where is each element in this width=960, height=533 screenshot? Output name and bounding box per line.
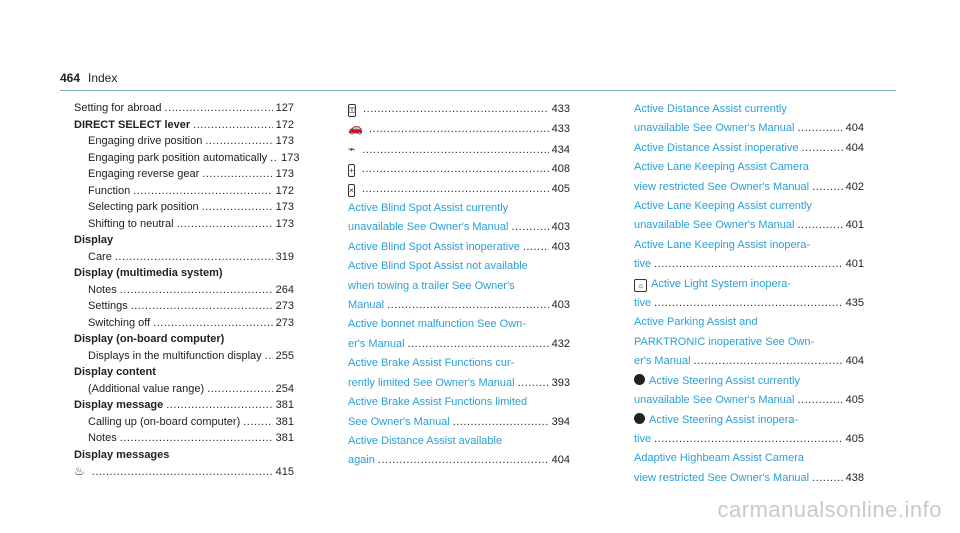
page-reference[interactable]: 434 bbox=[551, 143, 570, 156]
index-entry bbox=[634, 158, 864, 177]
index-entry[interactable] bbox=[74, 117, 294, 134]
index-entry[interactable] bbox=[634, 216, 864, 235]
steering-assist-icon bbox=[634, 374, 645, 385]
page-reference[interactable]: 401 bbox=[845, 219, 864, 232]
page-reference[interactable]: 404 bbox=[845, 122, 864, 135]
index-entry[interactable] bbox=[348, 413, 570, 432]
steering-off-icon: × bbox=[349, 185, 354, 195]
entry-text: view restricted See Owner's Manual bbox=[634, 471, 810, 484]
entry-text: Display bbox=[74, 234, 114, 246]
index-column-1 bbox=[74, 100, 300, 481]
page-reference[interactable]: 415 bbox=[275, 466, 294, 478]
car-side-icon: ⌁ bbox=[348, 141, 356, 156]
index-entry[interactable] bbox=[348, 374, 570, 393]
leader-dots bbox=[378, 451, 549, 470]
page-reference[interactable]: 402 bbox=[845, 180, 864, 193]
leader-dots bbox=[654, 430, 843, 449]
entry-text: Active Distance Assist inoperative bbox=[634, 141, 799, 154]
index-entry[interactable] bbox=[634, 255, 864, 274]
index-entry bbox=[348, 432, 570, 451]
leader-dots bbox=[453, 413, 549, 432]
leader-dots bbox=[797, 119, 842, 138]
leader-dots bbox=[153, 315, 272, 332]
leader-dots bbox=[243, 414, 272, 431]
battery-icon: + bbox=[349, 166, 354, 176]
index-entry[interactable] bbox=[74, 249, 294, 266]
entry-text: Active Brake Assist Functions limited bbox=[348, 396, 528, 409]
entry-text: PARKTRONIC inoperative See Own- bbox=[634, 335, 815, 348]
page-reference[interactable]: 403 bbox=[551, 299, 570, 312]
entry-text: Setting for abroad bbox=[74, 102, 162, 114]
page-reference[interactable]: 381 bbox=[275, 399, 294, 411]
page-reference[interactable]: 273 bbox=[275, 300, 294, 312]
entry-text: Displays in the multifunction display bbox=[88, 349, 262, 362]
index-entry bbox=[74, 364, 294, 381]
page-reference[interactable]: 173 bbox=[275, 201, 294, 213]
leader-dots bbox=[131, 298, 273, 315]
index-entry[interactable] bbox=[74, 315, 294, 332]
entry-text: Active Distance Assist available bbox=[348, 434, 503, 447]
entry-text: Active Brake Assist Functions cur- bbox=[348, 357, 515, 370]
entry-text: when towing a trailer See Owner's bbox=[348, 279, 515, 292]
leader-dots bbox=[511, 218, 548, 237]
entry-text: Active Blind Spot Assist inoperative bbox=[348, 240, 520, 253]
index-entry bbox=[634, 100, 864, 119]
entry-text: Active Light System inopera- bbox=[651, 277, 792, 290]
index-entry[interactable] bbox=[348, 160, 570, 179]
index-entry[interactable] bbox=[348, 335, 570, 354]
leader-dots bbox=[115, 249, 273, 266]
entry-text: (Additional value range) bbox=[88, 382, 205, 395]
leader-dots bbox=[205, 133, 272, 150]
page-reference[interactable]: 173 bbox=[275, 168, 294, 180]
page-reference[interactable]: 172 bbox=[275, 184, 294, 197]
index-entry bbox=[634, 313, 864, 332]
leader-dots bbox=[801, 139, 842, 158]
leader-dots bbox=[362, 141, 548, 160]
entry-text: again bbox=[348, 454, 375, 467]
index-entry[interactable] bbox=[348, 140, 570, 160]
entry-text: Active Blind Spot Assist currently bbox=[348, 202, 509, 215]
section-title: Index bbox=[88, 71, 118, 85]
page-reference[interactable]: 381 bbox=[275, 415, 294, 428]
page-reference[interactable]: 394 bbox=[551, 415, 570, 428]
leader-dots bbox=[387, 296, 549, 315]
light-system-icon: ☼ bbox=[634, 279, 647, 292]
page-reference[interactable]: 173 bbox=[281, 151, 300, 164]
leader-dots bbox=[193, 117, 273, 134]
key-icon: ⚿ bbox=[349, 106, 356, 115]
entry-text: Active Steering Assist currently bbox=[649, 374, 801, 387]
entry-text: unavailable See Owner's Manual bbox=[634, 394, 795, 407]
leader-dots bbox=[166, 397, 272, 414]
page-reference[interactable]: 254 bbox=[275, 382, 294, 395]
index-entry[interactable] bbox=[74, 397, 294, 414]
page-reference[interactable]: 435 bbox=[845, 297, 864, 310]
index-entry[interactable] bbox=[74, 298, 294, 315]
page-reference[interactable]: 401 bbox=[845, 258, 864, 271]
leader-dots bbox=[120, 282, 273, 299]
car-lift-icon: 🚗 bbox=[348, 121, 363, 136]
page-number: 464 bbox=[60, 71, 81, 85]
index-entry[interactable] bbox=[74, 199, 294, 216]
entry-text: tive bbox=[634, 258, 652, 271]
entry-text: Switching off bbox=[88, 316, 151, 329]
entry-text: unavailable See Owner's Manual bbox=[634, 122, 795, 135]
entry-text: Display messages bbox=[74, 448, 170, 461]
page-reference[interactable]: 173 bbox=[275, 135, 294, 147]
entry-text: Selecting park position bbox=[88, 201, 199, 213]
index-entry[interactable] bbox=[74, 430, 294, 447]
entry-text: er's Manual bbox=[634, 355, 691, 368]
entry-text: view restricted See Owner's Manual bbox=[634, 180, 810, 193]
index-entry[interactable] bbox=[348, 238, 570, 257]
page-reference[interactable]: 255 bbox=[275, 349, 294, 362]
steering-assist-icon bbox=[634, 413, 645, 424]
entry-text: Notes bbox=[88, 283, 117, 296]
page-reference[interactable]: 173 bbox=[275, 217, 294, 230]
entry-text: Active Parking Assist and bbox=[634, 316, 758, 329]
index-entry bbox=[348, 277, 570, 296]
entry-text: Shifting to neutral bbox=[88, 217, 174, 230]
entry-text: Adaptive Highbeam Assist Camera bbox=[634, 452, 804, 465]
index-entry bbox=[634, 197, 864, 216]
index-entry[interactable] bbox=[348, 451, 570, 470]
entry-text: Engaging reverse gear bbox=[88, 168, 200, 180]
entry-text: Function bbox=[88, 184, 131, 197]
entry-text: Display content bbox=[74, 366, 156, 378]
leader-dots bbox=[654, 294, 843, 313]
leader-dots bbox=[362, 160, 549, 179]
entry-text: rently limited See Owner's Manual bbox=[348, 376, 515, 389]
index-entry[interactable] bbox=[74, 100, 294, 117]
index-entry bbox=[348, 354, 570, 373]
page-reference[interactable]: 381 bbox=[275, 432, 294, 444]
index-entry[interactable] bbox=[634, 352, 864, 371]
index-entry[interactable] bbox=[634, 391, 864, 410]
index-entry[interactable] bbox=[348, 180, 570, 199]
page-reference[interactable]: 433 bbox=[551, 103, 570, 115]
entry-text: DIRECT SELECT lever bbox=[74, 118, 191, 131]
page-reference[interactable]: 404 bbox=[845, 355, 864, 368]
page-reference[interactable]: 432 bbox=[551, 337, 570, 350]
page-reference[interactable]: 404 bbox=[551, 454, 570, 467]
leader-dots bbox=[812, 178, 843, 197]
entry-text: Settings bbox=[88, 300, 128, 312]
index-entry bbox=[634, 449, 864, 468]
index-entry[interactable] bbox=[74, 150, 300, 167]
index-entry[interactable] bbox=[74, 282, 294, 299]
leader-dots bbox=[207, 381, 272, 398]
index-entry[interactable] bbox=[348, 119, 570, 139]
page-reference[interactable]: 393 bbox=[551, 376, 570, 389]
index-entry bbox=[74, 331, 294, 348]
leader-dots bbox=[164, 100, 272, 117]
entry-text: tive bbox=[634, 432, 652, 445]
page-reference[interactable]: 405 bbox=[551, 182, 570, 195]
page-reference[interactable]: 403 bbox=[551, 221, 570, 234]
page-reference[interactable]: 273 bbox=[275, 316, 294, 329]
leader-dots bbox=[797, 391, 842, 410]
index-column-3 bbox=[634, 100, 864, 488]
leader-dots bbox=[270, 150, 278, 167]
leader-dots bbox=[694, 352, 843, 371]
leader-dots bbox=[363, 100, 549, 119]
entry-text: Active Distance Assist currently bbox=[634, 103, 787, 115]
leader-dots bbox=[654, 255, 843, 274]
leader-dots bbox=[812, 469, 843, 488]
page-reference[interactable]: 172 bbox=[275, 118, 294, 131]
entry-text: Display message bbox=[74, 399, 164, 411]
index-entry[interactable] bbox=[74, 348, 294, 365]
index-entry[interactable] bbox=[74, 381, 294, 398]
index-entry bbox=[634, 411, 864, 430]
page-reference[interactable]: 404 bbox=[845, 141, 864, 154]
watermark: carmanualsonline.info bbox=[717, 497, 942, 522]
entry-text: Display (multimedia system) bbox=[74, 267, 223, 279]
entry-text: Active Blind Spot Assist not available bbox=[348, 260, 528, 273]
page-reference[interactable]: 403 bbox=[551, 240, 570, 253]
index-entry bbox=[348, 393, 570, 412]
index-entry[interactable] bbox=[634, 119, 864, 138]
leader-dots bbox=[202, 199, 273, 216]
entry-text: unavailable See Owner's Manual bbox=[634, 219, 795, 232]
index-entry[interactable] bbox=[348, 218, 570, 237]
entry-text: Active Lane Keeping Assist Camera bbox=[634, 161, 809, 174]
index-entry[interactable] bbox=[634, 469, 864, 488]
index-entry bbox=[74, 232, 294, 249]
leader-dots bbox=[120, 430, 273, 447]
page-reference[interactable]: 264 bbox=[275, 283, 294, 296]
page-reference[interactable]: 408 bbox=[551, 163, 570, 176]
leader-dots bbox=[177, 216, 273, 233]
leader-dots bbox=[265, 348, 273, 365]
index-entry bbox=[348, 315, 570, 334]
index-entry[interactable] bbox=[74, 183, 294, 200]
leader-dots bbox=[518, 374, 549, 393]
entry-text: See Owner's Manual bbox=[348, 415, 450, 428]
page-reference[interactable]: 405 bbox=[845, 394, 864, 407]
page-reference[interactable]: 127 bbox=[275, 102, 294, 114]
entry-text: er's Manual bbox=[348, 337, 405, 350]
seat-heat-icon: ♨ bbox=[74, 464, 85, 478]
index-entry bbox=[634, 372, 864, 391]
index-entry bbox=[634, 275, 864, 294]
index-entry[interactable] bbox=[74, 216, 294, 233]
index-entry[interactable] bbox=[634, 294, 864, 313]
index-entry[interactable] bbox=[74, 414, 294, 431]
index-entry bbox=[348, 257, 570, 276]
index-entry bbox=[74, 447, 294, 464]
index-entry[interactable] bbox=[634, 430, 864, 449]
index-entry bbox=[634, 333, 864, 352]
leader-dots bbox=[369, 120, 549, 139]
page-reference[interactable]: 405 bbox=[845, 432, 864, 445]
entry-text: Engaging park position automatically bbox=[88, 151, 268, 164]
page-reference[interactable]: 433 bbox=[551, 123, 570, 136]
index-entry[interactable] bbox=[74, 463, 294, 481]
page-reference[interactable]: 319 bbox=[275, 250, 294, 263]
entry-text: Active Lane Keeping Assist inopera- bbox=[634, 238, 811, 251]
leader-dots bbox=[408, 335, 549, 354]
entry-text: Display (on-board computer) bbox=[74, 333, 225, 345]
index-entry bbox=[74, 265, 294, 282]
index-entry[interactable] bbox=[634, 139, 864, 158]
leader-dots bbox=[202, 166, 272, 183]
entry-text: Active Steering Assist inopera- bbox=[649, 413, 799, 426]
entry-text: Calling up (on-board computer) bbox=[88, 415, 241, 428]
entry-text: Active bonnet malfunction See Own- bbox=[348, 318, 526, 331]
leader-dots bbox=[797, 216, 842, 235]
header-rule bbox=[60, 90, 896, 91]
index-entry[interactable] bbox=[74, 166, 294, 183]
index-entry bbox=[634, 236, 864, 255]
leader-dots bbox=[92, 464, 273, 481]
page-header bbox=[60, 70, 896, 90]
entry-text: Notes bbox=[88, 432, 117, 444]
index-entry[interactable] bbox=[634, 178, 864, 197]
leader-dots bbox=[133, 183, 272, 200]
index-column-2 bbox=[348, 100, 570, 471]
leader-dots bbox=[362, 180, 549, 199]
entry-text: unavailable See Owner's Manual bbox=[348, 221, 509, 234]
index-entry[interactable] bbox=[74, 133, 294, 150]
index-entry[interactable] bbox=[348, 296, 570, 315]
entry-text: tive bbox=[634, 297, 652, 310]
entry-text: Care bbox=[88, 250, 112, 263]
entry-text: Engaging drive position bbox=[88, 135, 203, 147]
leader-dots bbox=[523, 238, 549, 257]
index-entry[interactable] bbox=[348, 100, 570, 119]
entry-text: Manual bbox=[348, 299, 385, 312]
page-reference[interactable]: 438 bbox=[845, 471, 864, 484]
index-entry bbox=[348, 199, 570, 218]
entry-text: Active Lane Keeping Assist currently bbox=[634, 200, 812, 213]
